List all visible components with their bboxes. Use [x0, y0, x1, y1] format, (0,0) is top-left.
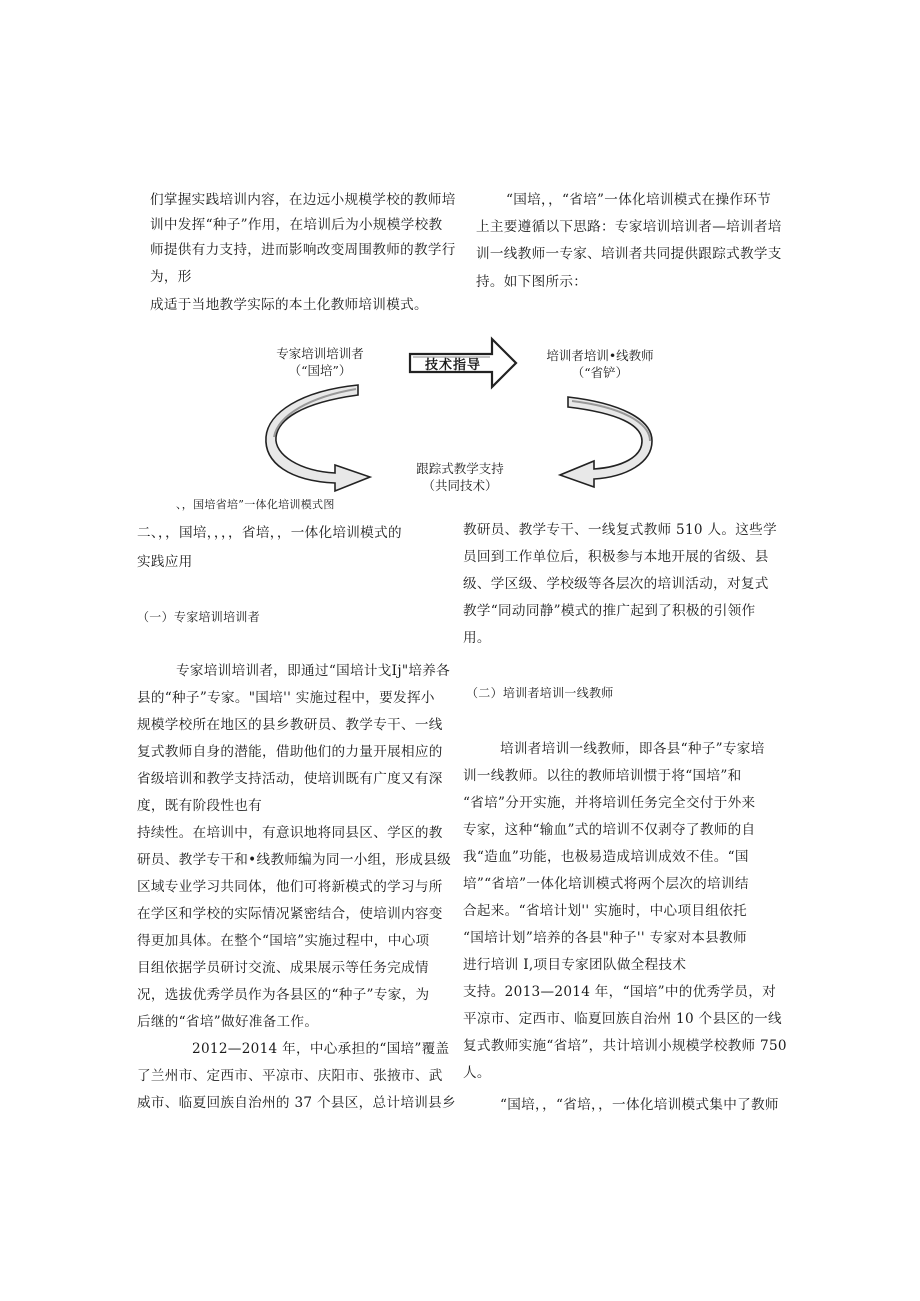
diagram-caption: 、，国培省培”一体化培训模式图 [176, 498, 335, 511]
text-line: 们掌握实践培训内容，在边远小规模学校的教师培 [150, 192, 456, 208]
text-line: 进行培训 I,项目专家团队做全程技术 [463, 957, 687, 973]
node-title: 跟踪式教学支持 [416, 461, 504, 476]
text-line: “国培，，“省培”一体化培训模式在操作环节 [506, 192, 772, 208]
text-line: 培”“省培”一体化培训模式将两个层次的培训结 [463, 876, 749, 892]
text-line: 训一线教师。以往的教师培训惯于将“国培”和 [463, 768, 742, 784]
text-line: 复式教师自身的潜能，借助他们的力量开展相应的 [137, 744, 443, 760]
text-line: 教学“同动同静”模式的推广起到了积极的引领作 [463, 603, 756, 619]
node-subtitle: （“省铲） [571, 365, 629, 380]
text-line: 省级培训和教学支持活动，使培训既有广度又有深 [137, 771, 443, 787]
text-line: 人。 [463, 1065, 491, 1081]
text-line: 级、学区级、学校级等各层次的培训活动，对复式 [463, 576, 769, 592]
text-line: 威市、临夏回族自治州的 37 个县区，总计培训县乡 [137, 1095, 456, 1111]
text-line: 合起来。“省培计划'' 实施时，中心项目组依托 [463, 903, 747, 919]
left-curved-arrow [266, 385, 370, 491]
text-line: 区域专业学习共同体，他们可将新模式的学习与所 [137, 879, 443, 895]
section-heading: 二、，，国培，，，，省培，，一体化培训模式的 [137, 525, 402, 541]
text-line: “国培，，“省培，，一体化培训模式集中了教师 [500, 1097, 779, 1113]
text-line: 目组依据学员研讨交流、成果展示等任务完成情 [137, 960, 429, 976]
text-line: 我“造血”功能，也极易造成培训成效不佳。“国 [463, 849, 749, 865]
node-expert-trains-trainers [276, 345, 364, 379]
node-subtitle: （共同技术） [422, 478, 498, 493]
text-line: “国培计划”培养的各县"种子'' 专家对本县教师 [463, 930, 747, 946]
text-line: 专家，这种“输血”式的培训不仅剥夺了教师的自 [463, 822, 756, 838]
text-line: 县的“种子”专家。"国培'' 实施过程中，要发挥小 [137, 690, 435, 706]
text-line: 持续性。在培训中，有意识地将同县区、学区的教 [137, 825, 443, 841]
node-title: 培训者培训•线教师 [546, 348, 654, 363]
node-title: 专家培训培训者 [276, 346, 364, 361]
text-line: 教研员、教学专干、一线复式教师 510 人。这些学 [463, 522, 777, 538]
text-line: 复式教师实施“省培”，共计培训小规模学校教师 750 [463, 1038, 787, 1054]
guidance-arrow-label: 技术指导 [425, 358, 482, 373]
text-line: 2012—2014 年，中心承担的“国培”覆盖 [192, 1041, 450, 1057]
right-curved-arrow [560, 397, 652, 487]
text-line: 平凉市、定西市、临夏回族自治州 10 个县区的一线 [463, 1011, 782, 1027]
text-line: 后继的“省培”做好准备工作。 [137, 1014, 319, 1030]
text-line: 规模学校所在地区的县乡教研员、教学专干、一线 [137, 717, 443, 733]
text-line: 成适于当地教学实际的本土化教师培训模式。 [150, 297, 428, 313]
text-line: 员回到工作单位后，积极参与本地开展的省级、县 [463, 549, 769, 565]
text-line: 了兰州市、定西市、平凉市、庆阳市、张掖市、武 [137, 1068, 443, 1084]
text-line: “省培”分开实施，并将培训任务完全交付于外来 [463, 795, 756, 811]
subheading: （一）专家培训培训者 [137, 610, 261, 624]
node-tracking-support [416, 460, 504, 494]
text-line: 持。如下图所示： [476, 274, 588, 290]
text-line: 况，选拔优秀学员作为各县区的“种子”专家，为 [137, 987, 430, 1003]
text-line: 训一线教师一专家、培训者共同提供跟踪式教学支 [476, 246, 782, 262]
text-line: 培训者培训一线教师，即各县“种子”专家培 [500, 741, 765, 757]
subheading: （二）培训者培训一线教师 [466, 686, 614, 700]
text-line: 专家培训培训者，即通过“国培计戈Ij"培养各 [176, 663, 451, 679]
section-heading: 实践应用 [137, 554, 193, 570]
node-subtitle: （“国培”） [288, 363, 352, 378]
text-line: 支持。2013—2014 年，“国培”中的优秀学员，对 [463, 984, 777, 1000]
text-line: 研员、教学专干和•线教师编为同一小组，形成县级 [137, 852, 451, 868]
text-line: 用。 [463, 630, 491, 646]
text-line: 在学区和学校的实际情况紧密结合，使培训内容变 [137, 906, 443, 922]
text-line: 训中发挥“种子”作用，在培训后为小规模学校教 [150, 217, 443, 233]
node-trainers-train-teachers [546, 347, 653, 381]
text-line: 为，形 [150, 269, 192, 285]
training-model-diagram [260, 325, 680, 500]
text-line: 上主要遵循以下思路：专家培训培训者—培训者培 [476, 219, 782, 235]
text-line: 师提供有力支持，进而影响改变周围教师的教学行 [150, 242, 456, 258]
text-line: 得更加具体。在整个“国培”实施过程中，中心项 [137, 933, 430, 949]
text-line: 度，既有阶段性也有 [137, 798, 263, 814]
